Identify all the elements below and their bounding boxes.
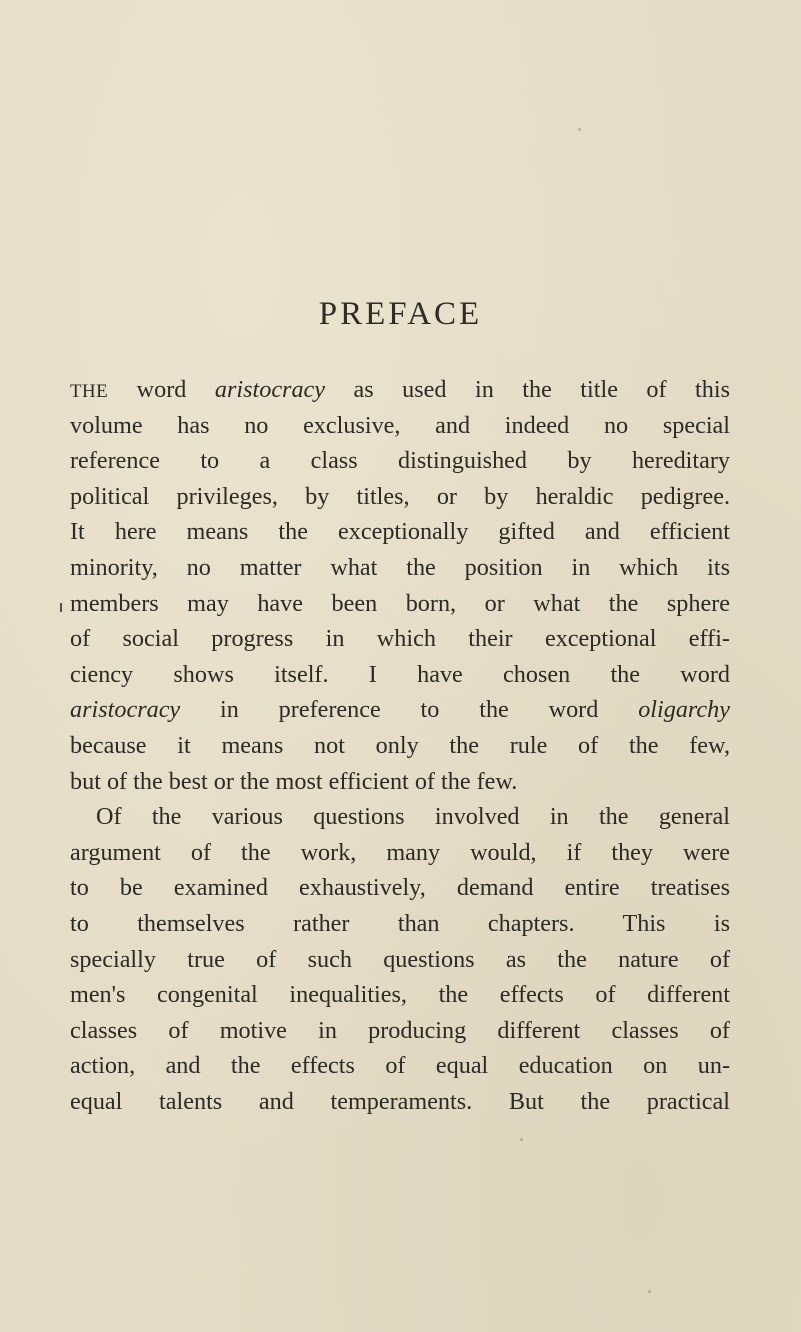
- text-line: aristocracy in preference to the word oligarchy: [70, 696, 730, 724]
- body-text: [70, 372, 730, 1119]
- text-line: equal talents and temperaments. But the practical: [70, 1087, 730, 1115]
- text-line: specially true of such questions as the nature of: [70, 945, 730, 973]
- text-line: action, and the effects of equal education on un-: [70, 1052, 730, 1080]
- text-line: volume has no exclusive, and indeed no special: [70, 411, 730, 439]
- text-line: members may have been born, or what the sphere: [70, 589, 730, 617]
- text-line: because it means not only the rule of the few,: [70, 731, 730, 759]
- text-line: of social progress in which their exceptional effi-: [70, 625, 730, 653]
- text-line: ciency shows itself. I have chosen the word: [70, 660, 730, 688]
- paper-speck: [520, 1138, 523, 1141]
- page-title: PREFACE: [318, 296, 483, 332]
- text-line: but of the best or the most efficient of the few.: [70, 767, 518, 795]
- text-line: men's congenital inequalities, the effects of different: [70, 981, 730, 1009]
- text-line: to themselves rather than chapters. This is: [70, 909, 730, 937]
- paper-speck: [648, 1290, 651, 1293]
- italic-term: aristocracy: [70, 696, 181, 724]
- text-line: classes of motive in producing different classes of: [70, 1016, 730, 1044]
- italic-term: aristocracy: [214, 376, 326, 403]
- margin-mark: [60, 603, 62, 612]
- text-line: political privileges, by titles, or by heraldic pedigree.: [70, 482, 730, 510]
- text-line: reference to a class distinguished by hereditary: [70, 447, 730, 475]
- text-line: THE word aristocracy as used in the title of this: [70, 376, 730, 403]
- text-line: Of the various questions involved in the general: [96, 803, 730, 831]
- text-line: It here means the exceptionally gifted and efficient: [70, 518, 730, 546]
- text-line: minority, no matter what the position in which its: [70, 553, 730, 581]
- small-caps-word: THE: [70, 381, 109, 402]
- text-line: argument of the work, many would, if they were: [70, 838, 730, 866]
- paper-speck: [578, 128, 581, 131]
- text-line: to be examined exhaustively, demand entire treatises: [70, 874, 730, 902]
- italic-term: oligarchy: [638, 696, 730, 724]
